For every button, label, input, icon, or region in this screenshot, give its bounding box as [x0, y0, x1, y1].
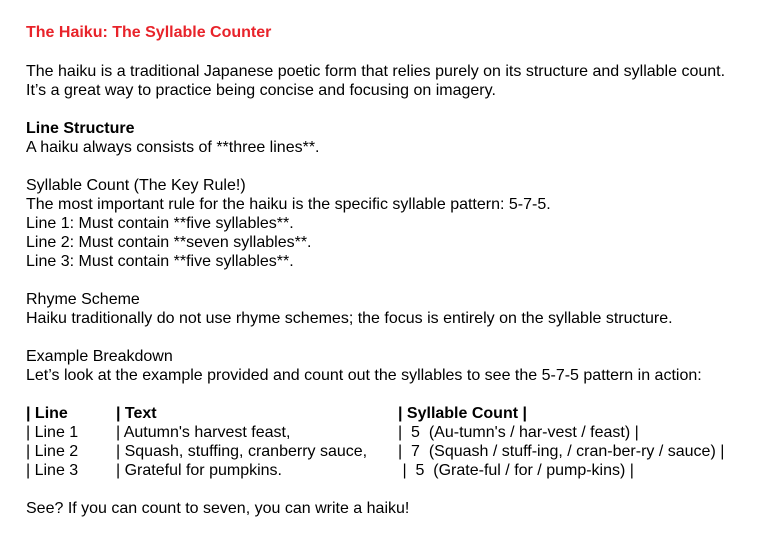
table-header-line: | Line	[26, 405, 68, 422]
intro-line-2: It’s a great way to practice being concise and focusing on imagery.	[26, 82, 496, 99]
syllable-count-line-3: Line 3: Must contain **five syllables**.	[26, 253, 294, 270]
table-cell-syllables: | 5 (Au-tumn's / har-vest / feast) |	[398, 424, 639, 441]
table-cell-line: | Line 2	[26, 443, 79, 460]
syllable-count-line-2: Line 2: Must contain **seven syllables**.	[26, 234, 312, 251]
table-row	[26, 442, 761, 461]
page-title: The Haiku: The Syllable Counter	[26, 24, 272, 41]
document-body	[26, 23, 761, 518]
table-cell-line: | Line 3	[26, 462, 79, 479]
table-header-syllable-count: | Syllable Count |	[398, 405, 527, 422]
table-cell-text: | Squash, stuffing, cranberry sauce,	[116, 443, 368, 460]
syllable-count-rule: The most important rule for the haiku is the specific syllable pattern: 5-7-5.	[26, 196, 551, 213]
rhyme-scheme-heading: Rhyme Scheme	[26, 291, 140, 308]
spacer	[26, 157, 761, 176]
table-cell-text: | Grateful for pumpkins.	[116, 462, 282, 479]
line-structure-heading: Line Structure	[26, 120, 135, 137]
table-cell-syllables: | 5 (Grate-ful / for / pump-kins) |	[398, 462, 634, 479]
table-cell-syllables: | 7 (Squash / stuff-ing, / cran-ber-ry / sauce) |	[398, 443, 725, 460]
line-structure-text: A haiku always consists of **three lines**.	[26, 139, 320, 156]
example-text: Let’s look at the example provided and count out the syllables to see the 5-7-5 pattern in action:	[26, 367, 702, 384]
closing-text: See? If you can count to seven, you can write a haiku!	[26, 500, 410, 517]
spacer	[26, 480, 761, 499]
spacer	[26, 328, 761, 347]
table-header-row	[26, 404, 761, 423]
table-header-text: | Text	[116, 405, 157, 422]
table-row	[26, 461, 761, 480]
table-row	[26, 423, 761, 442]
example-heading: Example Breakdown	[26, 348, 173, 365]
table-cell-text: | Autumn's harvest feast,	[116, 424, 291, 441]
rhyme-scheme-text: Haiku traditionally do not use rhyme schemes; the focus is entirely on the syllable structure.	[26, 310, 673, 327]
spacer	[26, 385, 761, 404]
syllable-count-line-1: Line 1: Must contain **five syllables**.	[26, 215, 294, 232]
spacer	[26, 43, 761, 62]
spacer	[26, 271, 761, 290]
intro-line-1: The haiku is a traditional Japanese poetic form that relies purely on its structure and syllable count.	[26, 63, 726, 80]
spacer	[26, 100, 761, 119]
syllable-count-heading: Syllable Count (The Key Rule!)	[26, 177, 246, 194]
table-cell-line: | Line 1	[26, 424, 79, 441]
